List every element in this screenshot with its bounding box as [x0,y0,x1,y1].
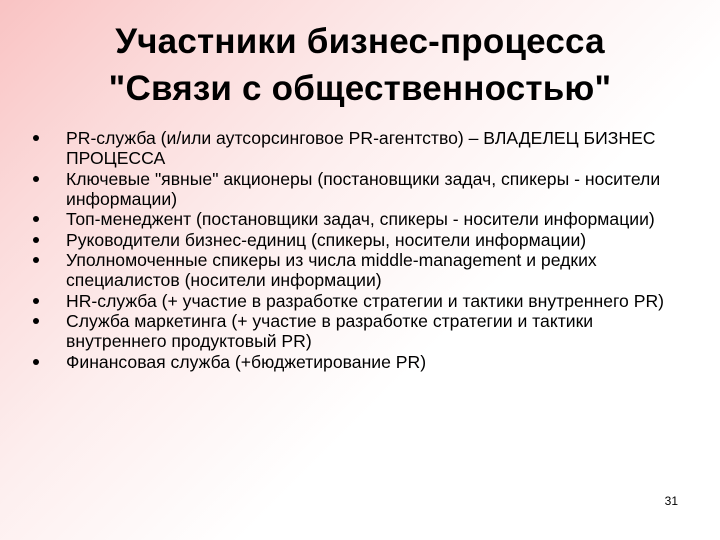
bullet-text: Служба маркетинга (+ участие в разработке стратегии и тактики внутреннего продуктовый PR) [66,310,594,352]
slide-title [40,18,680,112]
bullet-dot-icon [33,318,39,324]
bullet-item [32,128,680,168]
bullet-text: Ключевые "явные" акционеры (постановщики задач, спикеры - носители информации) [66,168,661,209]
bullet-text: Финансовая служба (+бюджетирование PR) [66,351,427,372]
bullet-item [32,169,680,209]
slide-title-line: Участники бизнес-процесса [115,22,605,61]
bullet-item [32,311,680,351]
bullet-item [32,209,680,229]
bullet-item [32,250,680,290]
bullet-dot-icon [33,135,39,141]
bullet-text: Руководители бизнес-единиц (спикеры, носители информации) [66,229,587,250]
bullet-text: Уполномоченные спикеры из числа middle-management и редких специалистов (носители информации) [66,249,597,291]
bullet-dot-icon [33,237,39,243]
bullet-dot-icon [33,176,39,182]
bullet-dot-icon [33,298,39,304]
slide-title-line: "Связи с общественностью" [108,69,612,108]
bullet-text: HR-служба (+ участие в разработке стратегии и тактики внутреннего PR) [66,290,665,311]
bullet-item [32,352,680,372]
bullet-dot-icon [33,359,39,365]
page-number: 31 [664,494,678,508]
bullet-list [32,128,680,372]
bullet-text: Топ-менеджент (постановщики задач, спикеры - носители информации) [66,209,655,230]
bullet-dot-icon [33,257,39,263]
bullet-item [32,291,680,311]
bullet-text: PR-служба (и/или аутсорсинговое PR-агентство) – ВЛАДЕЛЕЦ БИЗНЕС ПРОЦЕССА [66,128,656,169]
bullet-item [32,230,680,250]
bullet-dot-icon [33,216,39,222]
